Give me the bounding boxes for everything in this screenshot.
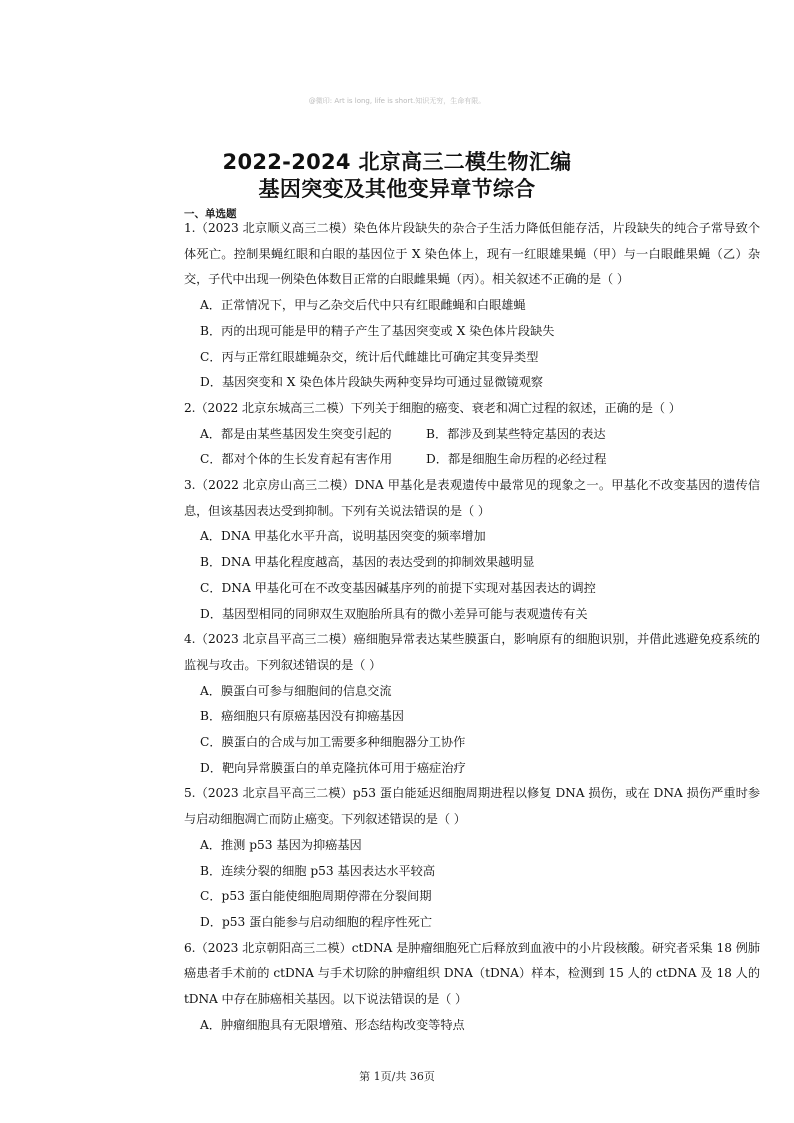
option-b: B．丙的出现可能是甲的精子产生了基因突变或 X 染色体片段缺失 xyxy=(200,323,555,338)
question-6 xyxy=(184,936,760,1039)
question-1 xyxy=(184,216,760,396)
option-b: B．DNA 甲基化程度越高，基因的表达受到的抑制效果越明显 xyxy=(200,555,535,570)
document-title: 2022-2024 北京高三二模生物汇编 xyxy=(222,150,572,174)
question-stem: 1.（2023 北京顺义高三二模）染色体片段缺失的杂合子生活力降低但能存活，片段缺失的纯合子常导致个体死亡。控制果蝇红眼和白眼的基因位于 X 染色体上，现有一红眼雄果蝇（甲）与一白眼雌果蝇（乙）杂交，子代中出现一例染色体数目正常的白眼雌果蝇（丙）。相关叙述不正确的是（ ） xyxy=(184,221,760,287)
question-3 xyxy=(184,473,760,627)
question-stem: 6.（2023 北京朝阳高三二模）ctDNA 是肿瘤细胞死亡后释放到血液中的小片段核酸。研究者采集 18 例肺癌患者手术前的 ctDNA 与手术切除的肿瘤组织 DNA（tDNA）样本，检测到 15 人的 ctDNA 及 18 人的 tDNA 中存在肺癌相关基因。以下说法错误的是（ ） xyxy=(184,940,760,1007)
question-5 xyxy=(184,781,760,935)
question-stem: 4.（2023 北京昌平高三二模）癌细胞异常表达某些膜蛋白，影响原有的细胞识别，并借此逃避免疫系统的监视与攻击。下列叙述错误的是（ ） xyxy=(184,632,760,672)
option-b: B．连续分裂的细胞 p53 基因表达水平较高 xyxy=(200,863,436,878)
option-d: D．p53 蛋白能参与启动细胞的程序性死亡 xyxy=(200,914,432,929)
section-heading: 一、单选题 xyxy=(184,208,237,220)
document-subtitle: 基因突变及其他变异章节综合 xyxy=(258,177,536,201)
option-a: A．推测 p53 基因为抑癌基因 xyxy=(200,837,362,852)
option-d: D．靶向异常膜蛋白的单克隆抗体可用于癌症治疗 xyxy=(200,760,466,775)
option-row xyxy=(184,447,760,473)
page-number: 第 1页/共 36页 xyxy=(359,1070,435,1083)
question-stem: 2.（2022 北京东城高三二模）下列关于细胞的癌变、衰老和凋亡过程的叙述，正确的是（ ） xyxy=(184,400,681,415)
watermark: @微印: Art is long, life is short.知识无穷，生命有限。 xyxy=(308,97,486,105)
option-d: D．都是细胞生命历程的必经过程 xyxy=(426,452,607,467)
question-2 xyxy=(184,396,760,473)
question-4 xyxy=(184,627,760,781)
option-c: C．p53 蛋白能使细胞周期停滞在分裂间期 xyxy=(200,889,432,904)
option-c: C．膜蛋白的合成与加工需要多种细胞器分工协作 xyxy=(200,735,466,750)
option-c: C．DNA 甲基化可在不改变基因碱基序列的前提下实现对基因表达的调控 xyxy=(200,580,596,595)
question-stem: 5.（2023 北京昌平高三二模）p53 蛋白能延迟细胞周期进程以修复 DNA 损伤，或在 DNA 损伤严重时参与启动细胞凋亡而防止癌变。下列叙述错误的是（ ） xyxy=(184,786,760,827)
option-row xyxy=(184,422,760,448)
option-b: B．都涉及到某些特定基因的表达 xyxy=(426,426,606,441)
option-a: A．都是由某些基因发生突变引起的 xyxy=(200,426,392,441)
question-list xyxy=(184,216,760,1039)
question-stem: 3.（2022 北京房山高三二模）DNA 甲基化是表观遗传中最常见的现象之一。甲基化不改变基因的遗传信息，但该基因表达受到抑制。下列有关说法错误的是（ ） xyxy=(184,478,760,518)
option-d: D．基因型相同的同卵双生双胞胎所具有的微小差异可能与表观遗传有关 xyxy=(200,606,588,621)
option-a: A．正常情况下，甲与乙杂交后代中只有红眼雌蝇和白眼雄蝇 xyxy=(200,298,526,313)
option-a: A．膜蛋白可参与细胞间的信息交流 xyxy=(200,683,392,698)
option-d: D．基因突变和 X 染色体片段缺失两种变异均可通过显微镜观察 xyxy=(200,375,544,390)
option-c: C．丙与正常红眼雄蝇杂交，统计后代雌雄比可确定其变异类型 xyxy=(200,349,539,364)
option-c: C．都对个体的生长发育起有害作用 xyxy=(200,452,393,467)
option-a: A．肿瘤细胞具有无限增殖、形态结构改变等特点 xyxy=(200,1017,465,1032)
option-b: B．癌细胞只有原癌基因没有抑癌基因 xyxy=(200,709,404,724)
option-a: A．DNA 甲基化水平升高，说明基因突变的频率增加 xyxy=(200,529,486,544)
